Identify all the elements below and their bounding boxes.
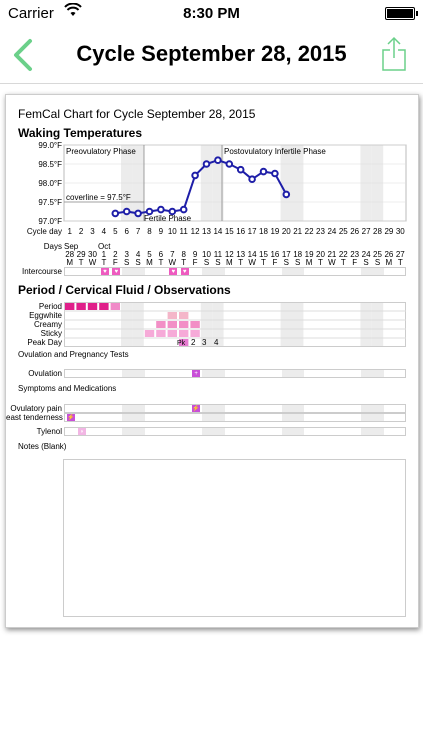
day-cell: T — [238, 258, 244, 267]
weekend-shade — [133, 414, 144, 421]
day-cell: M — [225, 258, 233, 267]
day-cell: 1 — [67, 227, 72, 236]
temperature-point — [261, 169, 267, 175]
weekend-shade — [202, 405, 213, 412]
temperature-point — [284, 192, 290, 198]
day-cell: 25 — [373, 250, 382, 259]
day-cell: 13 — [202, 227, 211, 236]
weekend-shade — [293, 405, 304, 412]
eggwhite-mark — [179, 312, 188, 319]
day-cell: 26 — [384, 250, 394, 259]
postovulatory-label: Postovulatory Infertile Phase — [224, 147, 326, 156]
day-cell: 3 — [124, 250, 129, 259]
day-cell: S — [203, 258, 210, 267]
weekend-shade — [122, 414, 133, 421]
day-cell: 25 — [338, 227, 348, 236]
y-tick-label: 99.0°F — [38, 141, 62, 150]
day-cell: 8 — [181, 250, 186, 259]
weekend-shade — [293, 428, 304, 435]
intercourse-row — [64, 267, 406, 276]
day-marker: ◗ — [78, 428, 86, 435]
day-cell: T — [318, 258, 323, 267]
ovulatory-pain-row — [64, 404, 406, 413]
day-cell: 11 — [213, 250, 223, 259]
day-cell: 10 — [167, 227, 177, 236]
day-cell: 12 — [190, 227, 200, 236]
weekend-shade — [292, 302, 303, 347]
weekend-shade — [133, 370, 144, 377]
day-marker: ♥ — [181, 268, 189, 275]
day-cell: 22 — [338, 250, 348, 259]
coverline-label: coverline = 97.5°F — [66, 193, 131, 202]
weekend-shade — [121, 302, 132, 347]
day-cell: T — [181, 258, 187, 267]
weekend-shade — [361, 428, 372, 435]
creamy-mark — [179, 321, 188, 328]
day-cell: 30 — [88, 250, 97, 259]
weekend-shade — [293, 414, 304, 421]
day-cell: 5 — [147, 250, 152, 259]
day-cell: M — [146, 258, 153, 267]
day-cell: T — [397, 258, 403, 267]
weekend-shade — [293, 370, 304, 377]
day-cell: 14 — [213, 227, 223, 236]
weekend-shade — [373, 414, 384, 421]
fluid-label-period: Period — [38, 302, 62, 311]
weekend-shade — [122, 370, 133, 377]
weekend-shade — [122, 428, 133, 435]
weekend-shade — [122, 268, 133, 275]
day-cell: 22 — [304, 227, 314, 236]
day-cell: T — [78, 258, 84, 267]
day-cell: 18 — [293, 250, 303, 259]
day-cell: S — [295, 258, 301, 267]
battery-icon — [385, 7, 415, 20]
weekend-shade — [213, 428, 224, 435]
cycle-day-label: Cycle day — [26, 227, 62, 236]
y-tick-label: 97.5°F — [38, 198, 62, 207]
day-marker: ⚡ — [66, 415, 75, 421]
days-label: Days — [43, 242, 62, 251]
weekend-shade — [282, 428, 293, 435]
weekend-shade — [361, 414, 372, 421]
day-cell: T — [101, 258, 107, 267]
weekend-shade — [133, 405, 144, 412]
creamy-mark — [156, 321, 165, 328]
symptom-label-tylenol: Tylenol — [36, 427, 62, 436]
peak-marker: Pk — [177, 340, 186, 347]
day-cell: S — [135, 258, 141, 267]
temperature-point — [249, 176, 255, 182]
temperature-point — [113, 211, 119, 217]
day-marker: ♥ — [101, 268, 109, 275]
day-cell: 26 — [350, 227, 360, 236]
tests-heading: Ovulation and Pregnancy Tests — [18, 350, 129, 359]
navigation-bar — [0, 26, 423, 84]
temperature-point — [124, 209, 130, 215]
sticky-mark — [190, 330, 199, 337]
day-cell: 27 — [395, 250, 405, 259]
day-cell: 15 — [259, 250, 268, 259]
weekend-shade — [213, 268, 224, 275]
intercourse-label: Intercourse — [21, 267, 62, 276]
temperature-chart — [6, 95, 420, 235]
day-cell: 29 — [384, 227, 394, 236]
day-cell: W — [328, 258, 336, 267]
day-cell: 6 — [124, 227, 129, 236]
day-cell: 23 — [316, 227, 325, 236]
day-cell: M — [305, 258, 313, 267]
weekend-shade — [282, 370, 293, 377]
symptom-label-tenderness: east tenderness — [6, 413, 63, 422]
tylenol-row — [64, 427, 406, 436]
carrier-label: Carrier — [8, 5, 54, 22]
fluid-label-peak: Peak Day — [27, 338, 62, 347]
day-cell: F — [272, 258, 278, 267]
day-cell: 18 — [259, 227, 268, 236]
day-cell: F — [352, 258, 358, 267]
weekend-shade — [133, 428, 144, 435]
weekend-shade — [202, 428, 213, 435]
day-cell: 29 — [76, 250, 86, 259]
day-cell: 24 — [361, 250, 371, 259]
symptoms-heading: Symptoms and Medications — [18, 384, 117, 393]
day-cell: 12 — [224, 250, 234, 259]
day-cell: 7 — [170, 250, 175, 259]
peak-after-2: 3 — [202, 338, 207, 347]
weekend-shade — [361, 268, 372, 275]
day-marker: + — [192, 370, 200, 377]
month-oct: Oct — [98, 242, 111, 251]
weekend-shade — [202, 414, 213, 421]
day-cell: 4 — [135, 250, 141, 259]
temperature-point — [147, 209, 153, 215]
tenderness-row — [64, 413, 406, 422]
peak-after-1: 2 — [191, 338, 196, 347]
ovulation-label: Ovulation — [28, 369, 62, 378]
weekend-shade — [361, 405, 372, 412]
temperature-point — [158, 207, 164, 213]
day-cell: 17 — [247, 227, 257, 236]
weekend-shade — [202, 370, 213, 377]
creamy-mark — [168, 321, 177, 328]
fertile-label: Fertile Phase — [144, 214, 192, 223]
day-cell: M — [66, 258, 74, 267]
weekend-shade — [202, 268, 213, 275]
weekend-shade — [373, 428, 384, 435]
day-cell: S — [374, 258, 381, 267]
weekend-shade — [282, 405, 293, 412]
day-cell: S — [283, 258, 289, 267]
day-cell: 7 — [135, 227, 141, 236]
symptom-label-pain: Ovulatory pain — [10, 404, 62, 413]
day-cell: 21 — [293, 227, 303, 236]
day-cell: 19 — [304, 250, 314, 259]
day-cell: 13 — [236, 250, 246, 259]
day-cell: 20 — [281, 227, 291, 236]
day-cell: 28 — [373, 227, 382, 236]
period-mark — [88, 303, 97, 310]
temperature-point — [135, 211, 141, 217]
day-cell: 2 — [113, 250, 118, 259]
weekend-shade — [122, 405, 133, 412]
notes-label: Notes (Blank) — [18, 442, 67, 451]
ovulation-row — [64, 369, 406, 378]
temperature-point — [170, 209, 176, 215]
month-sep: Sep — [64, 242, 79, 251]
weekend-shade — [293, 268, 304, 275]
clock: 8:30 PM — [183, 5, 240, 22]
temperature-point — [238, 167, 244, 173]
weekend-shade — [213, 370, 224, 377]
day-marker: ♥ — [169, 268, 177, 275]
day-cell: S — [215, 258, 221, 267]
day-cell: W — [168, 258, 177, 267]
notes-box — [63, 459, 406, 617]
day-cell: 5 — [113, 227, 118, 236]
day-cell: 20 — [316, 250, 325, 259]
creamy-mark — [190, 321, 199, 328]
day-cell: 21 — [327, 250, 337, 259]
fluid-label-sticky: Sticky — [40, 329, 62, 338]
weekend-shade — [373, 268, 384, 275]
day-cell: S — [124, 258, 130, 267]
weekend-shade — [213, 414, 224, 421]
day-cell: 9 — [158, 227, 164, 236]
period-mark — [99, 303, 108, 310]
day-cell: 8 — [147, 227, 152, 236]
day-cell: 11 — [179, 227, 188, 236]
weekend-shade — [373, 405, 384, 412]
day-cell: 17 — [281, 250, 291, 259]
weekend-shade — [360, 302, 371, 347]
weekend-shade — [282, 414, 293, 421]
y-tick-label: 98.0°F — [38, 179, 62, 188]
day-cell: F — [112, 258, 118, 267]
fluid-label-eggwhite: Eggwhite — [29, 311, 62, 320]
temperature-point — [215, 157, 221, 163]
weekend-shade — [132, 302, 143, 347]
day-cell: 27 — [361, 227, 371, 236]
day-cell: 23 — [350, 250, 360, 259]
preovulatory-label: Preovulatory Phase — [66, 147, 136, 156]
day-cell: 15 — [224, 227, 234, 236]
day-cell: 2 — [78, 227, 84, 236]
eggwhite-mark — [168, 312, 177, 319]
day-cell: W — [248, 258, 256, 267]
day-cell: 16 — [270, 250, 280, 259]
day-cell: 1 — [101, 250, 107, 259]
day-cell: 30 — [395, 227, 405, 236]
sticky-mark — [145, 330, 154, 337]
fluid-grid — [64, 302, 406, 347]
day-cell: 6 — [158, 250, 164, 259]
sticky-mark — [156, 330, 165, 337]
day-cell: F — [192, 258, 198, 267]
weekend-shade — [373, 370, 384, 377]
day-cell: 9 — [192, 250, 198, 259]
peak-after-3: 4 — [214, 338, 219, 347]
weekend-shade — [281, 302, 292, 347]
fluid-label-creamy: Creamy — [33, 320, 62, 329]
chart-paper — [5, 94, 419, 628]
y-tick-label: 98.5°F — [38, 160, 62, 169]
weekend-shade — [372, 302, 383, 347]
weekend-shade — [282, 268, 293, 275]
day-cell: T — [261, 258, 266, 267]
weekend-shade — [361, 370, 372, 377]
period-mark — [76, 303, 85, 310]
day-cell: W — [88, 258, 97, 267]
temperature-point — [181, 207, 187, 213]
day-cell: 10 — [202, 250, 211, 259]
y-tick-label: 97.0°F — [38, 217, 62, 226]
period-mark — [111, 303, 120, 310]
sticky-mark — [168, 330, 177, 337]
day-marker: ⚡ — [192, 406, 200, 412]
status-bar — [0, 0, 423, 26]
temperature-point — [192, 173, 198, 179]
day-cell: T — [158, 258, 164, 267]
temps-heading: Waking Temperatures — [18, 126, 143, 140]
day-cell: 19 — [270, 227, 280, 236]
chart-title: FemCal Chart for Cycle September 28, 2015 — [18, 107, 256, 121]
weekend-shade — [133, 268, 144, 275]
weekend-shade — [213, 405, 224, 412]
period-mark — [65, 303, 74, 310]
day-cell: 14 — [247, 250, 257, 259]
day-cell: 28 — [65, 250, 75, 259]
sticky-mark — [179, 330, 188, 337]
day-cell: T — [340, 258, 346, 267]
fluid-heading: Period / Cervical Fluid / Observations — [18, 283, 231, 297]
share-icon[interactable] — [381, 36, 407, 72]
day-cell: M — [385, 258, 393, 267]
day-cell: 4 — [101, 227, 107, 236]
day-cell: S — [363, 258, 369, 267]
day-marker: ♥ — [112, 268, 120, 275]
temperature-point — [204, 161, 210, 167]
temperature-point — [227, 161, 233, 167]
day-cell: 3 — [90, 227, 95, 236]
temperature-point — [272, 171, 278, 177]
day-cell: 24 — [327, 227, 337, 236]
day-cell: 16 — [236, 227, 246, 236]
page-title: Cycle September 28, 2015 — [76, 41, 347, 66]
